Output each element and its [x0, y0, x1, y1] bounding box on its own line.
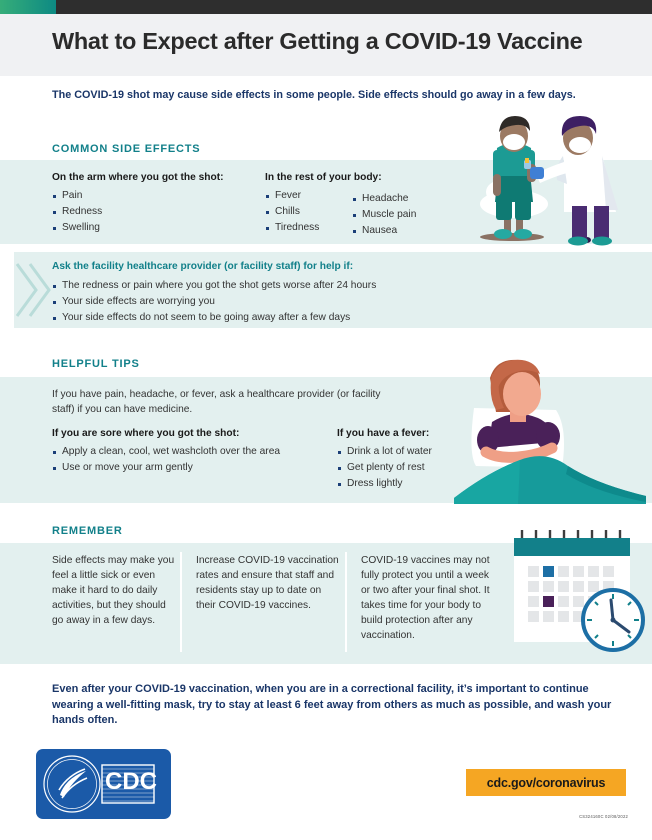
cdc-url-button[interactable] — [466, 769, 626, 796]
list-item: Swelling — [52, 220, 262, 236]
intro-text: The COVID-19 shot may cause side effects in some people. Side effects should go away in a few days. — [52, 89, 576, 101]
list-item: Apply a clean, cool, wet washcloth over the area — [52, 444, 342, 460]
ask-provider-heading: Ask the facility healthcare provider (or facility staff) for help if: — [52, 261, 354, 272]
resting-illustration-icon — [448, 356, 652, 504]
list-item: Fever — [265, 188, 355, 204]
body-side-effects-list-col1 — [265, 188, 355, 236]
cdc-url-label: cdc.gov/coronavirus — [486, 775, 606, 790]
section-heading-common-side-effects: COMMON SIDE EFFECTS — [52, 143, 201, 155]
top-bar-accent — [0, 0, 56, 14]
list-item: Pain — [52, 188, 262, 204]
list-item: Muscle pain — [352, 207, 462, 223]
top-bar — [0, 0, 652, 14]
list-item: Use or move your arm gently — [52, 460, 342, 476]
arm-side-effects-heading: On the arm where you got the shot: — [52, 172, 224, 183]
sore-tips-heading: If you are sore where you got the shot: — [52, 428, 240, 439]
section-heading-helpful-tips: HELPFUL TIPS — [52, 358, 140, 370]
calendar-clock-illustration-icon — [500, 524, 652, 664]
list-item: Nausea — [352, 223, 462, 239]
double-chevron-icon — [14, 258, 52, 322]
list-item: Headache — [352, 191, 462, 207]
sore-tips-group — [52, 428, 342, 476]
list-item: Your side effects do not seem to be going away after a few days — [52, 310, 472, 326]
list-item: Tiredness — [265, 220, 355, 236]
remember-divider — [180, 552, 182, 652]
body-side-effects-group-2 — [352, 191, 462, 239]
fever-tips-heading: If you have a fever: — [337, 428, 430, 439]
page-title: What to Expect after Getting a COVID-19 Vaccine — [52, 28, 583, 54]
section-heading-remember: REMEMBER — [52, 525, 123, 537]
list-item: Drink a lot of water — [337, 444, 477, 460]
body-side-effects-heading: In the rest of your body: — [265, 172, 382, 183]
list-item: Get plenty of rest — [337, 460, 477, 476]
remember-column: COVID-19 vaccines may not fully protect you until a week or two after your final shot. It takes time for your body to build protection after any vaccination. — [361, 555, 490, 641]
remember-column: Side effects may make you feel a little sick or even make it hard to do daily activities, but they should go away in a few days. — [52, 555, 175, 626]
remember-column: Increase COVID-19 vaccination rates and ensure that staff and residents stay up to date on their COVID-19 vaccines. — [196, 555, 339, 611]
sore-tips-list — [52, 444, 342, 476]
list-item: The redness or pain where you got the shot gets worse after 24 hours — [52, 278, 472, 294]
list-item: Redness — [52, 204, 262, 220]
helpful-tips-paragraph: If you have pain, headache, or fever, ask a healthcare provider (or facility staff) if you can have medicine. — [52, 389, 381, 416]
list-item: Chills — [265, 204, 355, 220]
vaccination-illustration-icon — [452, 112, 652, 248]
svg-text:CDC: CDC — [105, 768, 157, 795]
list-item: Dress lightly — [337, 476, 477, 492]
title-band — [0, 14, 652, 76]
arm-side-effects-list — [52, 188, 262, 236]
list-item: Your side effects are worrying you — [52, 294, 472, 310]
body-side-effects-list-col2 — [352, 191, 462, 239]
bottom-note: Even after your COVID-19 vaccination, when you are in a correctional facility, it’s important to continue wearing a well-fitting mask, try to stay at least 6 feet away from others as much as possible, and wash your hands often. — [52, 683, 612, 727]
cdc-logo — [36, 749, 171, 819]
ask-provider-list — [52, 278, 472, 326]
publication-code: CS324160C 02/08/2022 — [579, 814, 628, 819]
remember-divider — [345, 552, 347, 652]
arm-side-effects-group — [52, 172, 262, 236]
